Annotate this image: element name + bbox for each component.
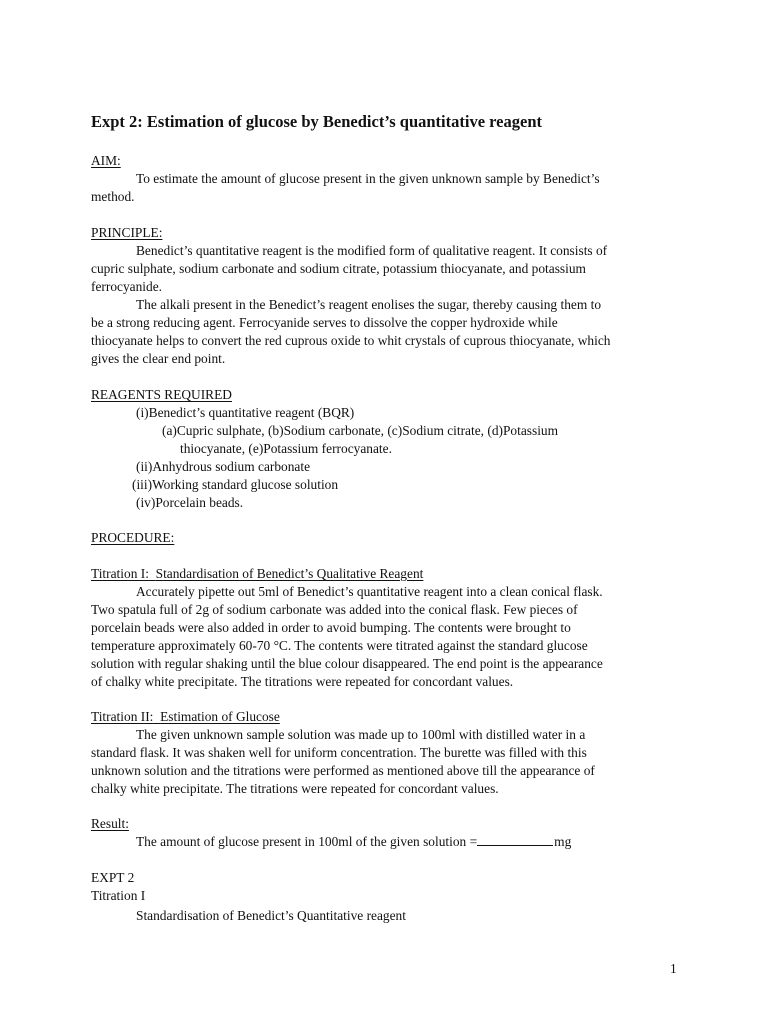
principle-line: The alkali present in the Benedict’s reagent enolises the sugar, thereby causing them to <box>136 297 602 312</box>
titration2-line: chalky white precipitate. The titrations were repeated for concordant values. <box>91 781 499 796</box>
titration2-line: unknown solution and the titrations were performed as mentioned above till the appearance of <box>91 763 595 778</box>
page-number: 1 <box>670 961 677 976</box>
result-unit: mg <box>554 834 572 849</box>
reagent-item: (ii)Anhydrous sodium carbonate <box>136 459 311 474</box>
titration1-line: Two spatula full of 2g of sodium carbonate was added into the conical flask. Few pieces of <box>91 602 578 617</box>
aim-line: method. <box>91 189 135 204</box>
titration1-line: porcelain beads were also added in order to avoid bumping. The contents were brought to <box>91 620 571 635</box>
principle-line: cupric sulphate, sodium carbonate and sodium citrate, potassium thiocyanate, and potassium <box>91 261 586 276</box>
titration2-label: Titration II: <box>91 709 154 724</box>
result-line <box>136 833 571 851</box>
aim-line: To estimate the amount of glucose present in the given unknown sample by Benedict’s <box>136 171 600 186</box>
title-text: Estimation of glucose by Benedict’s quantitative reagent <box>146 112 542 131</box>
principle-heading: PRINCIPLE: <box>91 225 163 240</box>
page-title <box>91 112 542 132</box>
reagent-item: (iii)Working standard glucose solution <box>132 477 339 492</box>
principle-line: ferrocyanide. <box>91 279 163 294</box>
reagent-subitem: thiocyanate, (e)Potassium ferrocyanate. <box>180 441 392 456</box>
reagents-heading: REAGENTS REQUIRED <box>91 387 232 402</box>
principle-line: gives the clear end point. <box>91 351 226 366</box>
result-blank <box>477 833 553 846</box>
reagent-item: (iv)Porcelain beads. <box>136 495 244 510</box>
principle-line: thiocyanate helps to convert the red cuprous oxide to whit crystals of cuprous thiocyanate, which <box>91 333 611 348</box>
titration-label: Titration I <box>91 888 146 903</box>
reagent-item: (i)Benedict’s quantitative reagent (BQR) <box>136 405 355 420</box>
principle-line: be a strong reducing agent. Ferrocyanide serves to dissolve the copper hydroxide while <box>91 315 558 330</box>
titration1-label: Titration I: <box>91 566 149 581</box>
titration1-line: solution with regular shaking until the blue colour disappeared. The end point is the appearance <box>91 656 603 671</box>
expt-label: EXPT 2 <box>91 870 135 885</box>
aim-heading: AIM: <box>91 153 121 168</box>
footer-subtitle: Standardisation of Benedict’s Quantitative reagent <box>136 908 406 923</box>
titration2-subtitle: Estimation of Glucose <box>160 709 280 724</box>
titration2-line: standard flask. It was shaken well for uniform concentration. The burette was filled with this <box>91 745 587 760</box>
titration1-line: temperature approximately 60-70 °C. The contents were titrated against the standard glucose <box>91 638 588 653</box>
reagent-subitem: (a)Cupric sulphate, (b)Sodium carbonate, (c)Sodium citrate, (d)Potassium <box>162 423 559 438</box>
procedure-heading: PROCEDURE: <box>91 530 175 545</box>
titration1-heading <box>91 565 423 583</box>
title-label: Expt 2: <box>91 112 143 131</box>
titration1-subtitle: Standardisation of Benedict’s Qualitative Reagent <box>155 566 424 581</box>
titration1-line: of chalky white precipitate. The titrations were repeated for concordant values. <box>91 674 514 689</box>
titration1-line: Accurately pipette out 5ml of Benedict’s quantitative reagent into a clean conical flask. <box>136 584 603 599</box>
titration2-heading <box>91 708 280 726</box>
titration2-line: The given unknown sample solution was made up to 100ml with distilled water in a <box>136 727 586 742</box>
result-heading: Result: <box>91 816 129 831</box>
result-text: The amount of glucose present in 100ml of the given solution = <box>136 834 478 849</box>
principle-line: Benedict’s quantitative reagent is the modified form of qualitative reagent. It consists of <box>136 243 608 258</box>
